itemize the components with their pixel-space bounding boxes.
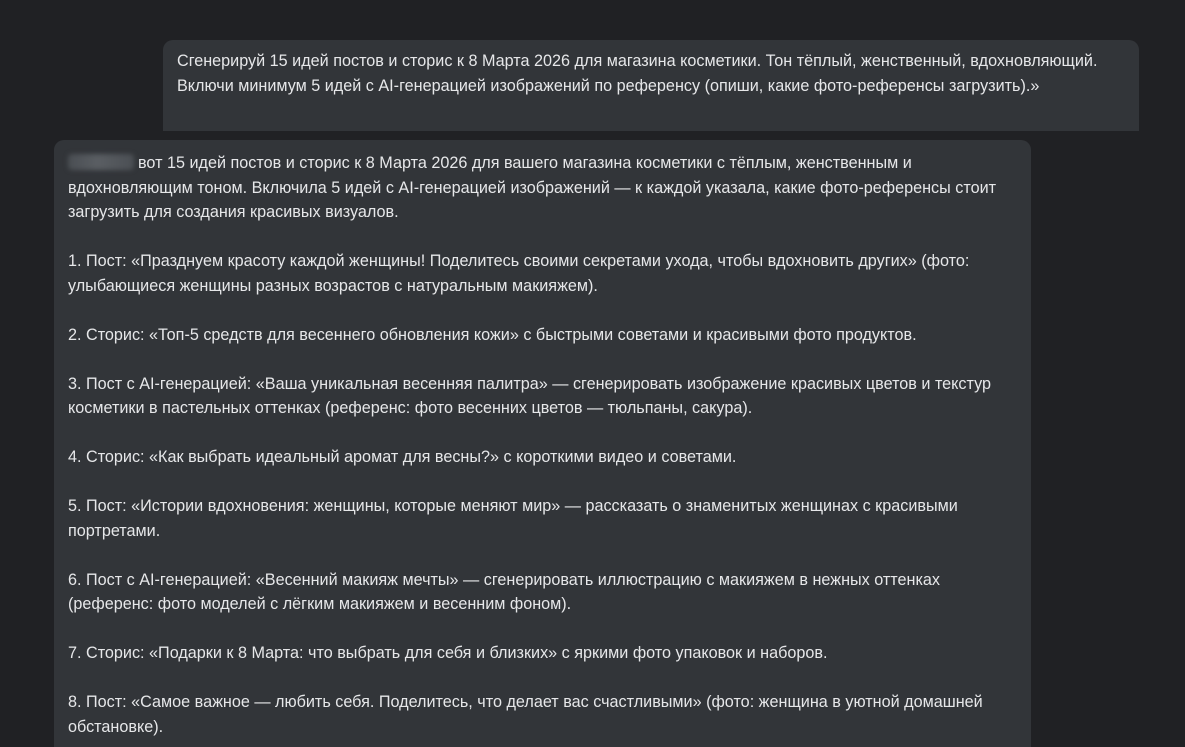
idea-item-3: 3. Пост с AI-генерацией: «Ваша уникальная весенняя палитра» — сгенерировать изображение красивых цветов и текстур косметики в пастельных оттенках (референс: фото весенних цветов — тюльпаны, сакура).: [68, 374, 992, 417]
idea-item-4: 4. Сторис: «Как выбрать идеальный аромат для весны?» с короткими видео и советами.: [68, 448, 737, 466]
redacted-name: [68, 154, 134, 170]
idea-item-6: 6. Пост с AI-генерацией: «Весенний макияж мечты» — сгенерировать иллюстрацию с макияжем в нежных оттенках (референс: фото моделей с лёгким макияжем и весенним фоном).: [68, 570, 941, 613]
idea-item-8: 8. Пост: «Самое важное — любить себя. Поделитесь, что делает вас счастливыми» (фото: женщина в уютной домашней обстановке).: [68, 693, 983, 736]
assistant-intro: [68, 151, 1017, 225]
assistant-message-bubble: [54, 140, 1031, 747]
user-message-text: Сгенерируй 15 идей постов и сторис к 8 Марта 2026 для магазина косметики. Тон тёплый, женственный, вдохновляющий. Включи минимум 5 идей с AI-генерацией изображений по референсу (опиши, какие фото-референсы загрузить).»: [177, 52, 1098, 95]
assistant-intro-text: вот 15 идей постов и сторис к 8 Марта 2026 для вашего магазина косметики с тёплым, женственным и вдохновляющим тоном. Включила 5 идей с AI-генерацией изображений — к каждой указала, какие фото-референсы стоит загрузить для создания красивых визуалов.: [68, 154, 997, 221]
idea-item-2: 2. Сторис: «Топ-5 средств для весеннего обновления кожи» с быстрыми советами и красивыми фото продуктов.: [68, 325, 917, 344]
idea-item-5: 5. Пост: «Истории вдохновения: женщины, которые меняют мир» — рассказать о знаменитых женщинах с красивыми портретами.: [68, 497, 958, 540]
user-message-bubble: [163, 40, 1139, 131]
idea-item-1: 1. Пост: «Празднуем красоту каждой женщины! Поделитесь своими секретами ухода, чтобы вдохновить других» (фото: улыбающиеся женщины разных возрастов с натуральным макияжем).: [68, 252, 970, 295]
idea-item-7: 7. Сторис: «Подарки к 8 Марта: что выбрать для себя и близких» с яркими фото упаковок и наборов.: [68, 644, 828, 662]
